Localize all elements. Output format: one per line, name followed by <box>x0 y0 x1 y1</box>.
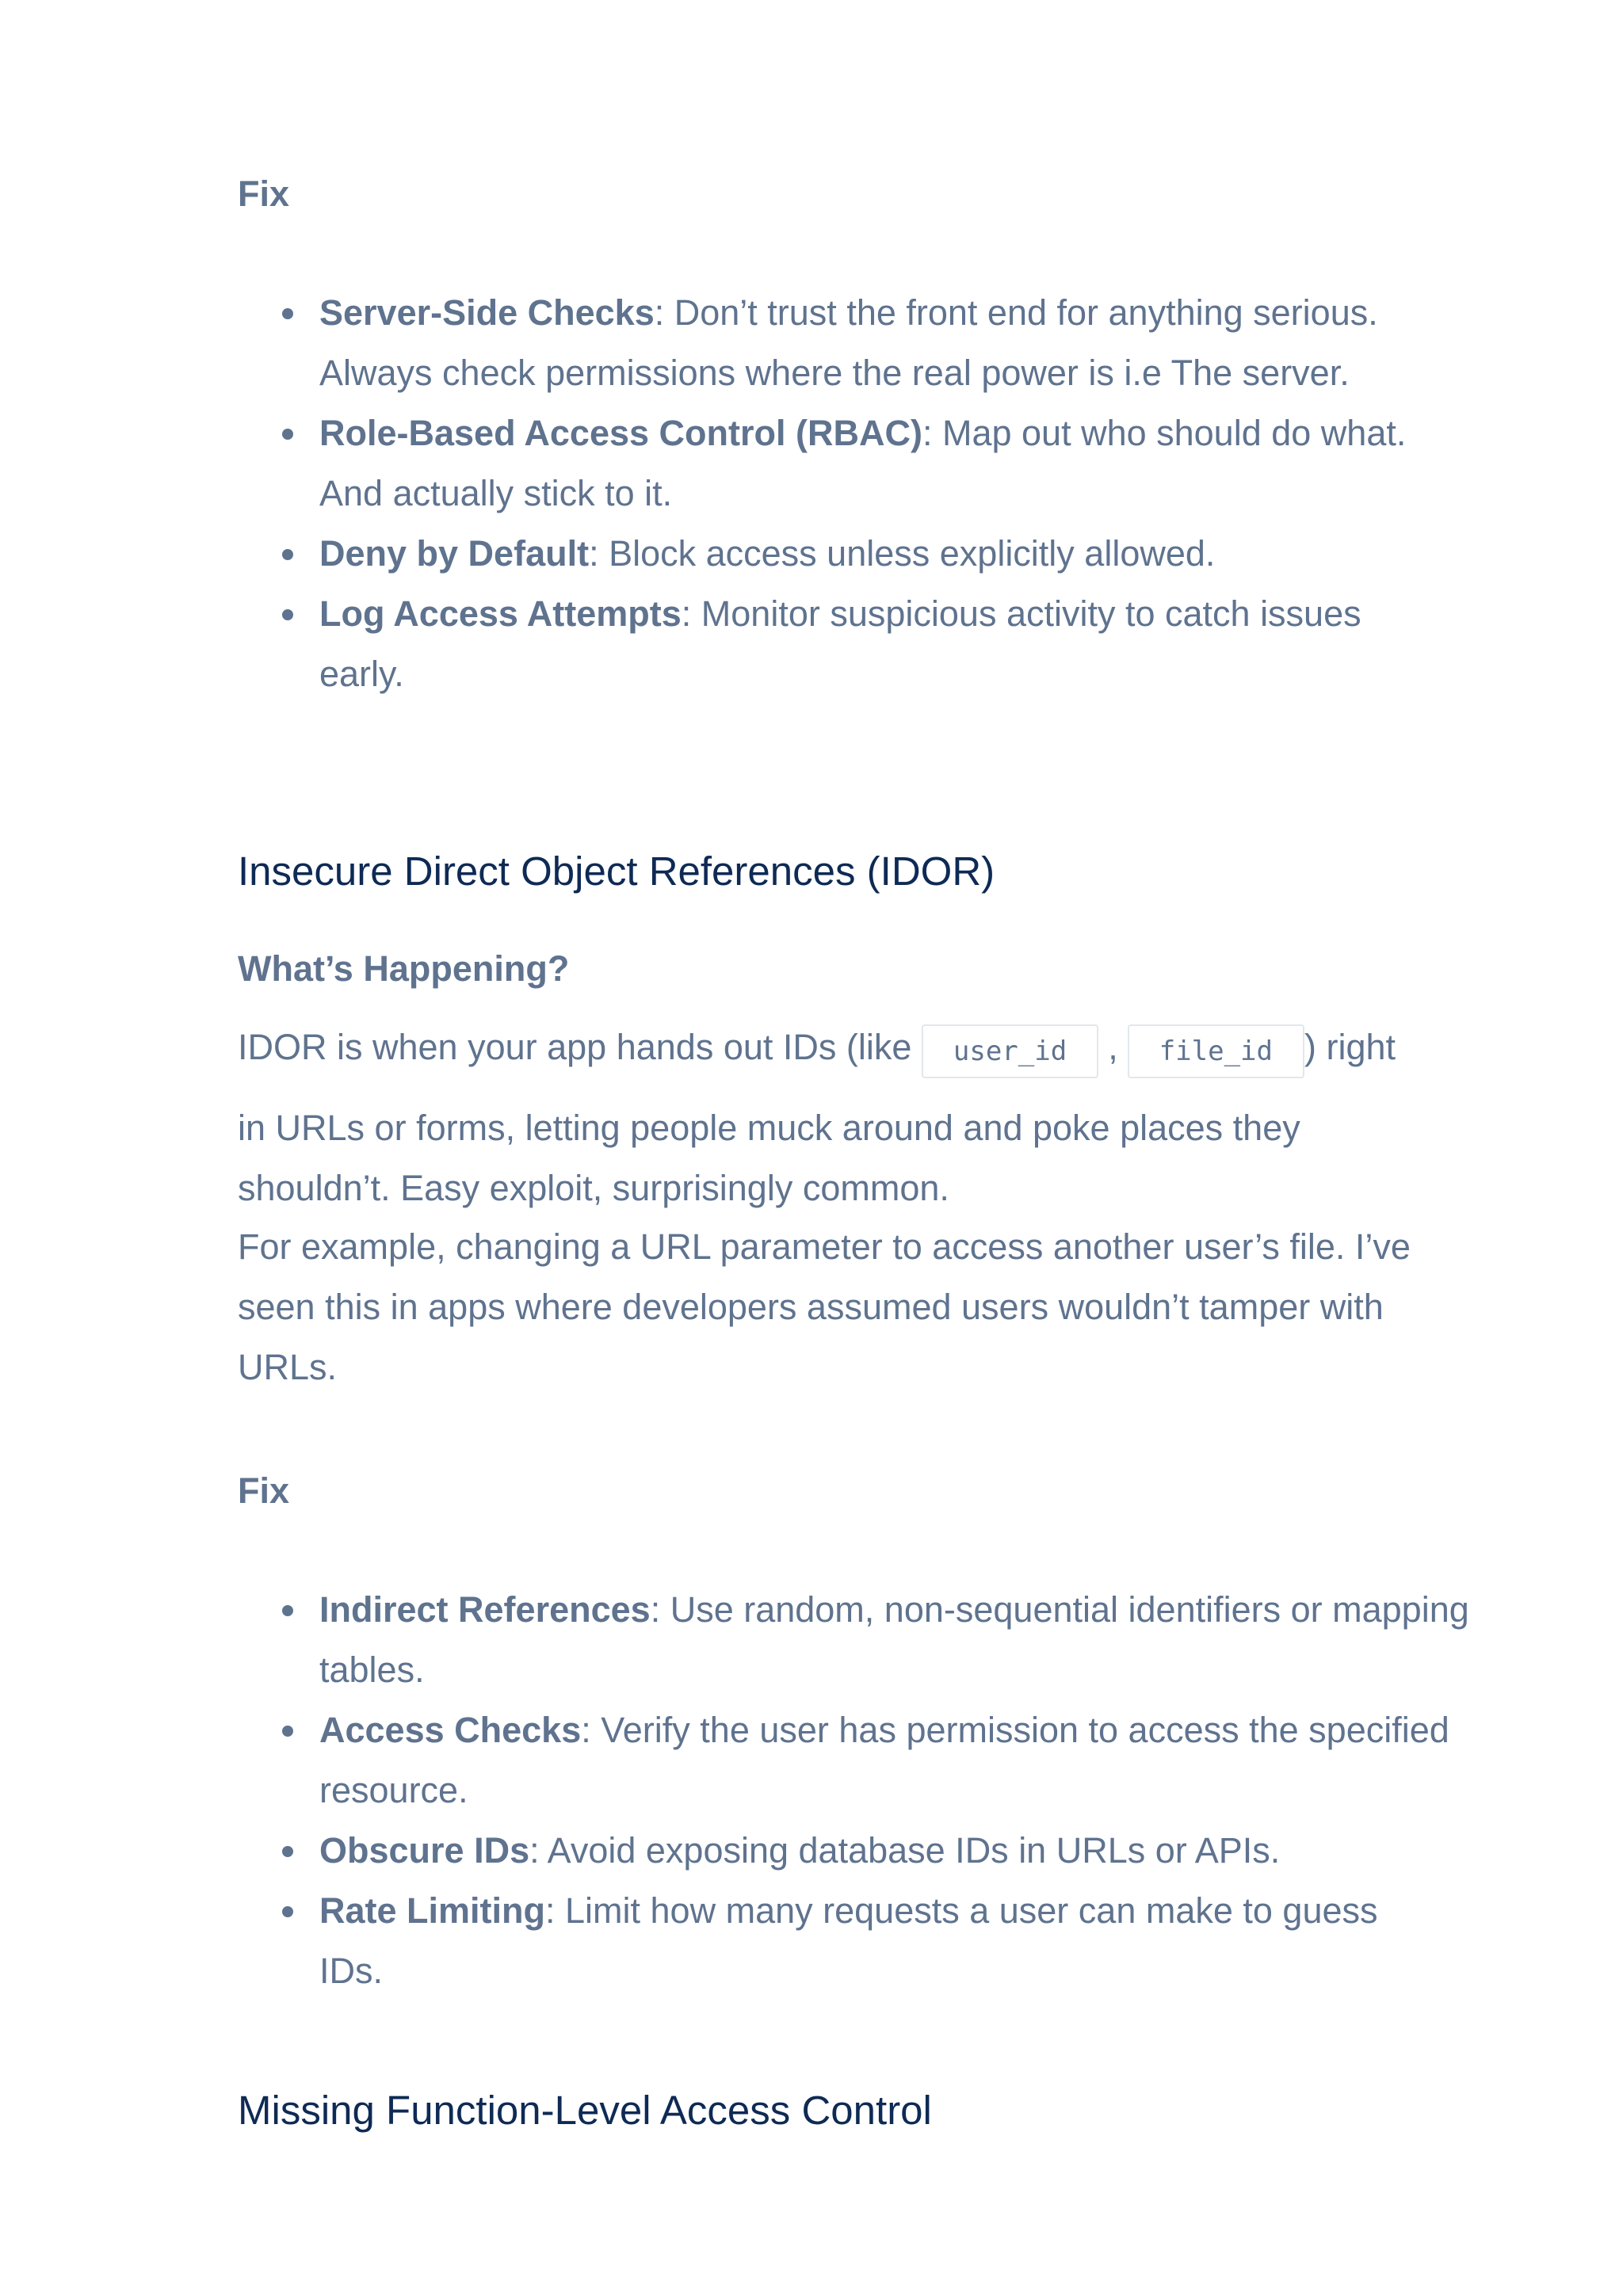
bullet-icon <box>282 609 293 620</box>
list-item-term: Indirect References <box>319 1589 651 1630</box>
list-item-term: Rate Limiting <box>319 1890 546 1931</box>
bullet-icon <box>282 429 293 440</box>
fix-list <box>238 283 1442 704</box>
inline-code: user_id <box>922 1024 1098 1078</box>
bullet-icon <box>282 549 293 560</box>
whats-happening-heading: What’s Happening? <box>238 948 570 989</box>
list-item-term: Role-Based Access Control (RBAC) <box>319 413 922 453</box>
bullet-icon <box>282 308 293 319</box>
fix-heading: Fix <box>238 1470 290 1511</box>
bullet-icon <box>282 1605 293 1616</box>
list-item-text: : Monitor suspicious activity to catch issues early. <box>319 593 1361 694</box>
idor-intro-line <box>238 1017 1442 1077</box>
list-item-term: Obscure IDs <box>319 1830 530 1871</box>
list-item-text: : Map out who should do what. And actually stick to it. <box>319 413 1407 513</box>
fix-list <box>238 1580 1469 2001</box>
list-item <box>238 1700 1461 1821</box>
list-item-term: Log Access Attempts <box>319 593 682 634</box>
list-item-text: : Don’t trust the front end for anything serious. Always check permissions where the real power is i.e The server. <box>319 292 1378 393</box>
idor-intro-rest: in URLs or forms, letting people muck around and poke places they shouldn’t. Easy exploit, surprisingly common. <box>238 1108 1300 1208</box>
list-item-text: : Verify the user has permission to access the specified resource. <box>319 1710 1449 1810</box>
list-item-text: : Use random, non-sequential identifiers or mapping tables. <box>319 1589 1469 1690</box>
list-item <box>238 1580 1524 1700</box>
list-item-text: : Block access unless explicitly allowed. <box>589 533 1216 574</box>
list-item <box>238 584 1429 704</box>
list-item-term: Server-Side Checks <box>319 292 655 333</box>
intro-text: IDOR is when your app hands out IDs (like <box>238 1027 922 1067</box>
list-item-text: : Limit how many requests a user can make to guess IDs. <box>319 1890 1378 1991</box>
bullet-icon <box>282 1906 293 1917</box>
intro-text-after: ) right <box>1304 1027 1396 1067</box>
list-item <box>238 1821 1508 1881</box>
bullet-icon <box>282 1726 293 1737</box>
list-item <box>238 1881 1445 2001</box>
list-item <box>238 283 1429 403</box>
intro-comma: , <box>1108 1027 1118 1067</box>
list-item-term: Deny by Default <box>319 533 590 574</box>
list-item-text: : Avoid exposing database IDs in URLs or APIs. <box>529 1830 1281 1871</box>
list-item <box>238 403 1445 524</box>
bullet-icon <box>282 1846 293 1857</box>
list-item <box>238 524 1445 584</box>
section-title-function-level: Missing Function-Level Access Control <box>238 2088 932 2133</box>
section-title-idor: Insecure Direct Object References (IDOR) <box>238 849 995 894</box>
fix-heading: Fix <box>238 174 290 214</box>
idor-example: For example, changing a URL parameter to access another user’s file. I’ve seen this in apps where developers assumed users wouldn’t tamper with URLs. <box>238 1226 1411 1387</box>
list-item-term: Access Checks <box>319 1710 582 1750</box>
inline-code: file_id <box>1128 1024 1304 1078</box>
